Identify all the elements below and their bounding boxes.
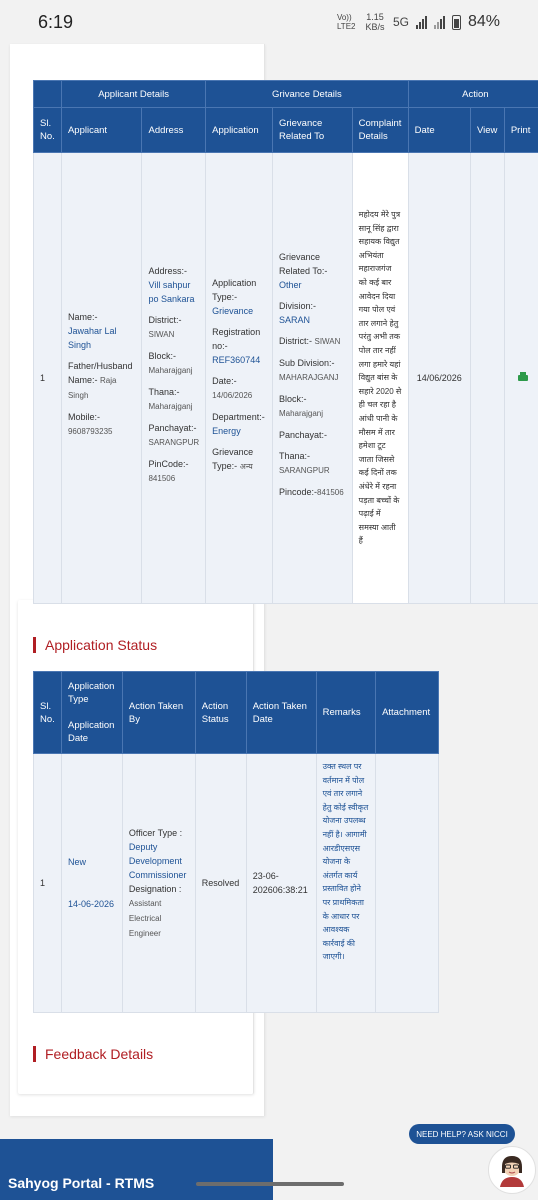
app-date: 14-06-2026 — [67, 899, 115, 909]
address-cell: Address:- Vill sahpur po Sankara District:- SIWAN Block:- Maharajganj Thana:- Maharajganj Panchayat:- SARANGPUR PinCode:- 841506 — [142, 153, 206, 604]
network-type: 5G — [392, 15, 409, 29]
status-bar — [0, 0, 538, 44]
battery-icon — [452, 15, 461, 30]
designation: Assistant Electrical Engineer — [128, 898, 162, 938]
table-row — [34, 153, 538, 604]
help-button[interactable]: NEED HELP? ASK NICCI — [409, 1124, 515, 1144]
taken-date: 23-06-202606:38:21 — [246, 754, 316, 1013]
app-type-cell — [61, 754, 122, 1013]
col-attachment: Attachment — [376, 672, 439, 754]
applicant-cell: Name:- Jawahar Lal Singh Father/Husband Name:- Raja Singh Mobile:- 9608793235 — [61, 153, 142, 604]
col-remarks: Remarks — [316, 672, 375, 754]
mobile: 9608793235 — [67, 427, 113, 436]
volte-indicator: Vo)) LTE2 — [336, 13, 356, 31]
home-indicator[interactable] — [196, 1182, 344, 1186]
clock: 6:19 — [38, 11, 74, 32]
col-app-type: Application Type Application Date — [61, 672, 122, 754]
father-name: Raja Singh — [67, 376, 117, 400]
attachment-cell[interactable] — [376, 754, 439, 1013]
col-taken-by: Action Taken By — [122, 672, 195, 754]
col-related: Grievance Related To — [272, 108, 352, 153]
row-sl: 1 — [34, 754, 62, 1013]
col-address: Address — [142, 108, 206, 153]
col-complaint: Complaint Details — [352, 108, 408, 153]
chatbot-avatar[interactable] — [488, 1146, 536, 1194]
status-table — [33, 671, 439, 1013]
print-cell[interactable] — [504, 153, 538, 604]
remarks-cell: उक्त स्थल पर वर्तमान में पोल एवं तार लगाने हेतु कोई स्वीकृत योजना उपलब्ध नहीं है। आगामी आरडीएसएस योजना के अंतर्गत कार्य प्रस्तावित होने पर प्राथमिकता के आधार पर आवश्यक कार्रवाई की जाएगी। — [316, 754, 375, 1013]
related-cell: Grievance Related To:- Other Division:- SARAN District:- SIWAN Sub Division:- MAHARAJGANJ Block:- Maharajganj Panchayat:- Thana:- SARANGPUR Pincode:-841506 — [272, 153, 352, 604]
complaint-cell: महोदय मेरे पुत्र सानू सिंह द्वारा सहायक विद्युत अभियंता महाराजगंज को कई बार आवेदन दिया गया पोल एवं तार लगाने हेतु परंतु अभी तक पोल तार नहीं लगा हमारे यहां विद्युत बांस के सहारे 2020 से ही चल रहा है आंधी पानी के मौसम में तार हमेशा टूट जाता जिससे कई दिनों तक अंधेरे में रहना पड़ता बच्चों के पढ़ाई में समस्या आती हैं — [352, 153, 408, 604]
action-header: Action — [408, 81, 538, 108]
application-status-title: Application Status — [33, 637, 157, 653]
feedback-title: Feedback Details — [33, 1046, 153, 1062]
col-status: Action Status — [195, 672, 246, 754]
col-application: Application — [206, 108, 273, 153]
signal-2-icon — [434, 15, 445, 29]
officer-type: Deputy Development Commissioner — [128, 841, 187, 880]
col-applicant: Applicant — [61, 108, 142, 153]
assistant-avatar-icon — [495, 1153, 529, 1187]
view-cell[interactable] — [470, 153, 504, 604]
grievance-details-header: Grivance Details — [206, 81, 408, 108]
table-row — [34, 754, 439, 1013]
battery-percent: 84% — [467, 13, 500, 30]
col-view: View — [470, 108, 504, 153]
applicant-details-header: Applicant Details — [61, 81, 205, 108]
network-speed: 1.15 KB/s — [365, 12, 385, 32]
footer: Sahyog Portal - RTMS — [0, 1139, 273, 1200]
col-sl: Sl. No. — [34, 672, 62, 754]
col-date: Date — [408, 108, 470, 153]
col-sl: Sl. No. — [34, 108, 62, 153]
col-print: Print — [504, 108, 538, 153]
row-sl: 1 — [34, 153, 62, 604]
print-icon[interactable] — [518, 372, 528, 381]
status-icons — [337, 12, 500, 32]
taken-by-cell: Officer Type : Deputy Development Commissioner Designation : Assistant Electrical Engineer — [122, 754, 195, 1013]
col-taken-date: Action Taken Date — [246, 672, 316, 754]
application-cell: Application Type:- Grievance Registration no:- REF360744 Date:- 14/06/2026 Department:- Energy Grievance Type:- अन्य — [206, 153, 273, 604]
registration-no: REF360744 — [212, 354, 261, 365]
address-value: Vill sahpur po Sankara — [148, 279, 195, 304]
applicant-name: Jawahar Lal Singh — [67, 326, 117, 350]
status-badge: Resolved — [195, 754, 246, 1013]
action-date: 14/06/2026 — [408, 153, 470, 604]
signal-icon — [416, 15, 427, 29]
app-type: New — [67, 857, 86, 867]
grievance-table — [33, 80, 538, 604]
